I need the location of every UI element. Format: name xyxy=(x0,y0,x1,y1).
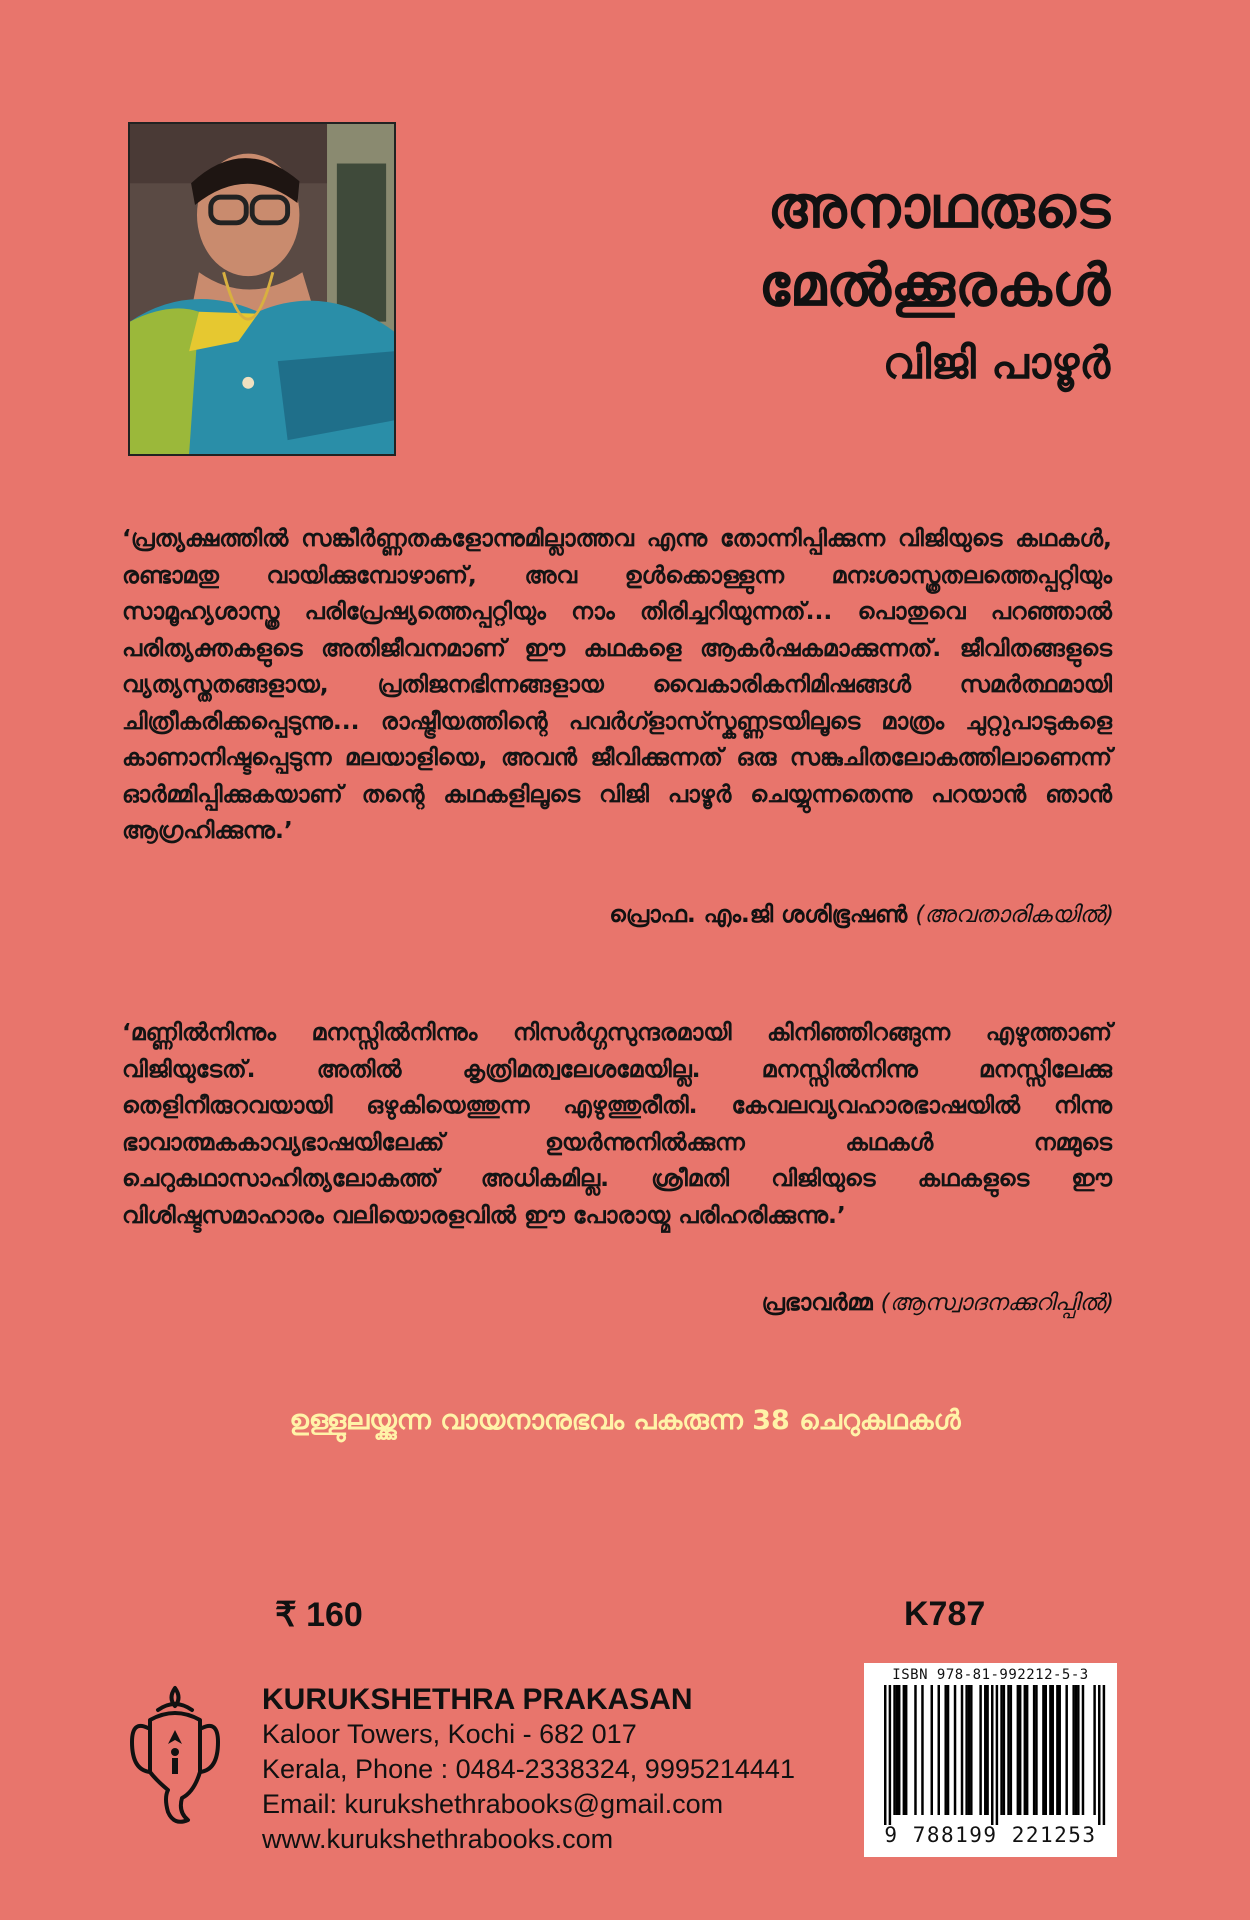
barcode-bar xyxy=(1093,1685,1095,1815)
barcode-bar xyxy=(938,1685,940,1815)
barcode-bar xyxy=(1035,1685,1037,1815)
barcode-bar xyxy=(931,1685,933,1815)
barcode-bar xyxy=(1007,1685,1009,1815)
blurb-2-note: (ആസ്വാദനക്കുറിപ്പിൽ) xyxy=(880,1290,1114,1316)
barcode-bar xyxy=(986,1685,988,1815)
barcode-bar xyxy=(965,1685,967,1815)
publisher-name: KURUKSHETHRA PRAKASAN xyxy=(262,1683,693,1716)
barcode-bar xyxy=(1072,1685,1074,1815)
publisher-info xyxy=(262,1682,795,1857)
barcode-bar xyxy=(1075,1685,1077,1815)
barcode-bar xyxy=(954,1685,956,1815)
barcode-bar xyxy=(1051,1685,1053,1815)
barcode-bar xyxy=(1000,1685,1002,1815)
barcode-bar xyxy=(884,1685,886,1825)
barcode-bar xyxy=(996,1685,998,1825)
barcode-bar xyxy=(1065,1685,1067,1815)
tagline: ഉള്ളുലയ്ക്കുന്ന വായനാനുഭവം പകരുന്ന 38 ചെറുകഥകൾ xyxy=(289,1405,961,1436)
isbn-barcode xyxy=(864,1663,1117,1857)
barcode-bars xyxy=(870,1685,1111,1825)
barcode-bar xyxy=(1045,1685,1047,1815)
barcode-bar xyxy=(1003,1685,1005,1815)
barcode-bar xyxy=(1042,1685,1044,1815)
barcode-bar xyxy=(1010,1685,1012,1815)
barcode-bar xyxy=(1026,1685,1028,1815)
publisher-website: www.kurukshethrabooks.com xyxy=(262,1824,614,1854)
author-name: വിജി പാഴൂർ xyxy=(882,338,1110,389)
barcode-bar xyxy=(979,1685,981,1815)
barcode-bar xyxy=(1077,1685,1079,1815)
barcode-bar xyxy=(961,1685,963,1815)
barcode-bar xyxy=(1019,1685,1021,1815)
author-photo xyxy=(128,122,396,456)
barcode-bar xyxy=(898,1685,900,1815)
barcode-bar xyxy=(1056,1685,1058,1815)
barcode-bar xyxy=(914,1685,916,1815)
publisher-email: Email: kurukshethrabooks@gmail.com xyxy=(262,1789,724,1819)
barcode-bar xyxy=(991,1685,993,1825)
barcode-bar xyxy=(1017,1685,1019,1815)
barcode-bar xyxy=(893,1685,895,1815)
barcode-bar xyxy=(1024,1685,1026,1815)
book-title xyxy=(759,168,1110,324)
barcode-bar xyxy=(944,1685,946,1815)
book-title-line1: അനാഥരുടെ xyxy=(767,173,1110,241)
blurb-1-note: (അവതാരികയിൽ) xyxy=(915,902,1114,928)
blurb-2-author: പ്രഭാവർമ്മ xyxy=(761,1290,873,1316)
barcode-bar xyxy=(896,1685,898,1815)
isbn-digits: 9 788199 221253 xyxy=(884,1823,1097,1847)
blurb-1-text: ‘പ്രത്യക്ഷത്തിൽ സങ്കീർണ്ണതകളോന്നുമില്ലാത്തവ എന്നു തോന്നിപ്പിക്കുന്ന വിജിയുടെ കഥകൾ, രണ്ടാമതു വായിക്കുമ്പോഴാണ്, അവ ഉൾക്കൊള്ളുന്ന മനഃശാസ്ത്രതലത്തെപ്പറ്റിയും സാമൂഹ്യശാസ്ത്ര പരിപ്രേഷ്യത്തെപ്പറ്റിയും നാം തിരിച്ചറിയുന്നത്... പൊതുവെ പറഞ്ഞാൽ പരിത്യക്തകളുടെ അതിജീവനമാണ് ഈ കഥകളെ ആകർഷകമാക്കുന്നത്. ജീവിതങ്ങളുടെ വ്യത്യസ്തതങ്ങളായ, പ്രതിജനഭിന്നങ്ങളായ വൈകാരികനിമിഷങ്ങൾ സമർത്ഥമായി ചിത്രീകരിക്കപ്പെടുന്നു... രാഷ്ട്രീയത്തിന്റെ പവർഗ്ളാസ്സ്കണ്ണടയിലൂടെ മാത്രം ചുറ്റുപാടുകളെ കാണാനിഷ്ടപ്പെടുന്ന മലയാളിയെ, അവൻ ജീവിക്കുന്നത് ഒരു സങ്കുചിതലോകത്തിലാണെന്ന് ഓർമ്മിപ്പിക്കുകയാണ് തന്റെ കഥകളിലൂടെ വിജി പാഴൂർ ചെയ്യുന്നതെന്നു പറയാൻ ഞാൻ ആഗ്രഹിക്കുന്നു.’ xyxy=(122,524,1112,844)
ganesha-logo-icon xyxy=(128,1680,222,1830)
barcode-bar xyxy=(1049,1685,1051,1815)
barcode-bar xyxy=(947,1685,949,1815)
barcode-bar xyxy=(889,1685,891,1825)
barcode-bar xyxy=(1098,1685,1100,1825)
barcode-bar xyxy=(1082,1685,1084,1815)
barcode-bar xyxy=(968,1685,970,1815)
book-code: K787 xyxy=(904,1595,986,1633)
barcode-bar xyxy=(1058,1685,1060,1815)
blurb-1-author: പ്രൊഫ. എം.ജി ശശിഭൂഷൺ xyxy=(609,902,908,928)
blurb-2-attribution xyxy=(762,1290,1114,1316)
barcode-bar xyxy=(984,1685,986,1815)
blurb-1-attribution xyxy=(609,902,1114,928)
barcode-bar xyxy=(970,1685,972,1815)
barcode-bar xyxy=(921,1685,923,1815)
barcode-bar xyxy=(1033,1685,1035,1815)
publisher-address-1: Kaloor Towers, Kochi - 682 017 xyxy=(262,1719,637,1749)
publisher-address-2: Kerala, Phone : 0484-2338324, 9995214441 xyxy=(262,1754,795,1784)
price: ₹ 160 xyxy=(275,1596,363,1634)
barcode-bar xyxy=(903,1685,905,1815)
isbn-label: ISBN 978-81-992212-5-3 xyxy=(892,1667,1089,1683)
barcode-bar xyxy=(905,1685,907,1815)
book-title-line2: മേൽക്കൂരകൾ xyxy=(758,251,1110,319)
barcode-bar xyxy=(1103,1685,1105,1825)
blurb-2-text: ‘മണ്ണിൽനിന്നും മനസ്സിൽനിന്നും നിസർഗ്ഗസുന്ദരമായി കിനിഞ്ഞിറങ്ങുന്ന എഴുത്താണ് വിജിയുടേത്. അതിൽ കൃത്രിമത്വലേശമേയില്ല. മനസ്സിൽനിന്നു മനസ്സിലേക്കു തെളിനീരുറവയായി ഒഴുകിയെത്തുന്ന എഴുത്തുരീതി. കേവലവ്യവഹാരഭാഷയിൽ നിന്നു ഭാവാത്മകകാവ്യഭാഷയിലേക്ക് ഉയർന്നുനിൽക്കുന്ന കഥകൾ നമ്മുടെ ചെറുകഥാസാഹിത്യലോകത്ത് അധികമില്ല. ശ്രീമതി വിജിയുടെ കഥകളുടെ ഈ വിശിഷ്ടസമാഹാരം വലിയൊരളവിൽ ഈ പോരായ്മ പരിഹരിക്കുന്നു.’ xyxy=(122,1018,1112,1229)
